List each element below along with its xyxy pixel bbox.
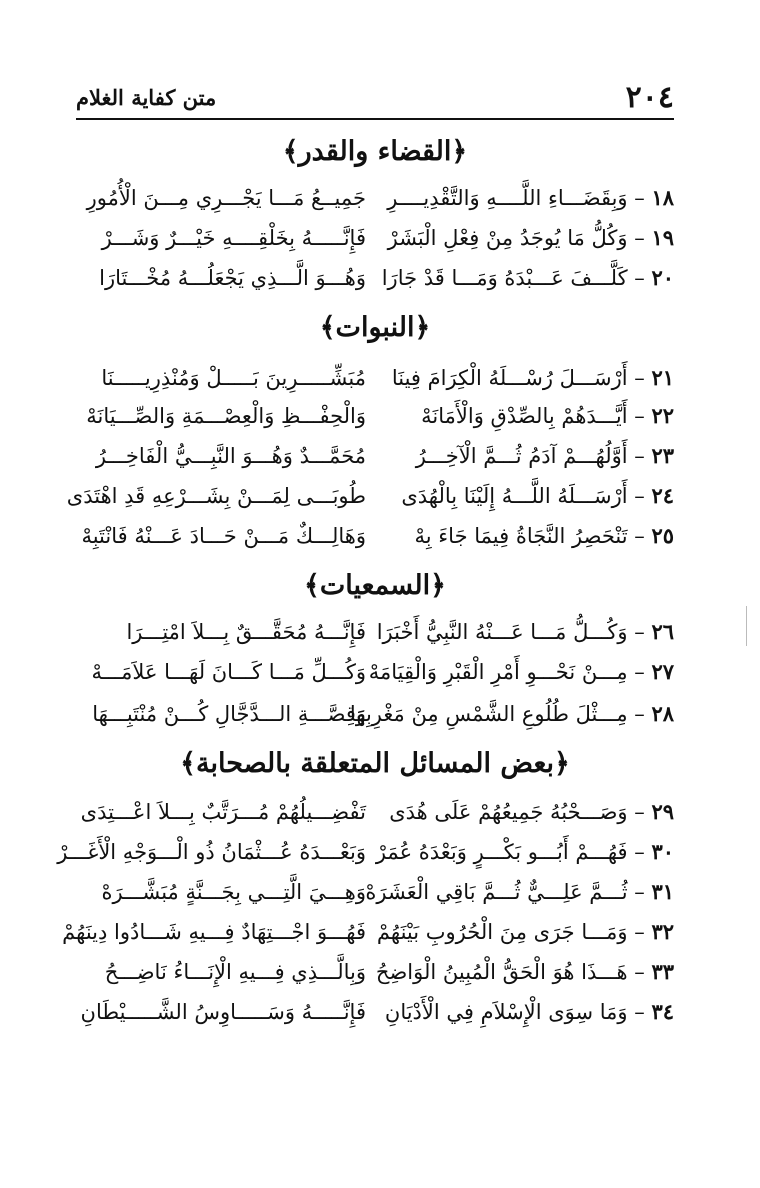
- second-hemistich: وَهُـــوَ الَّـــذِي يَجْعَلُـــهُ مُخْـــتَارَا: [99, 266, 366, 290]
- first-hemistich-text: وَبِقَضَـــاءِ اللَّــــهِ وَالتَّقْدِيــــرِ: [387, 186, 628, 210]
- first-hemistich: ١٩ – وَكُلُّ مَا يُوجَدُ مِنْ فِعْلِ الْبَشَرْ: [387, 225, 674, 250]
- section-heading: ﴿النبوات﴾: [319, 312, 431, 343]
- verse-line: [76, 694, 674, 734]
- second-hemistich: طُوبَـــى لِمَـــنْ بِشَـــرْعِهِ قَدِ اهْتَدَى: [66, 484, 366, 508]
- first-hemistich-text: مِـــثْلَ طُلُوعِ الشَّمْسِ مِنْ مَغْرِبِهَا: [349, 702, 628, 726]
- verse-number: ٢٩: [651, 799, 674, 824]
- first-hemistich-text: كَلَّـــفَ عَـــبْدَهُ وَمَـــا قَدْ جَارَا: [381, 266, 628, 290]
- first-hemistich-text: وَكُـــلُّ مَـــا عَـــنْهُ النَّبِيُّ أَخْبَرَا: [376, 620, 628, 644]
- second-hemistich: وَهَالِـــكٌ مَـــنْ حَـــادَ عَـــنْهُ فَانْتَبِهْ: [81, 524, 366, 548]
- verse-line: [76, 258, 674, 298]
- page-header: [76, 78, 674, 118]
- first-hemistich: ٢٢ – أَيَّـــدَهُمْ بِالصِّدْقِ وَالْأَمَانَهْ: [421, 403, 674, 428]
- verse-line: [76, 436, 674, 476]
- second-hemistich: فَإِنَّـــــهُ بِخَلْقِــــهِ خَيْـــرٌ وَشَـــرْ: [101, 226, 366, 250]
- verse-number: ٢٨: [651, 701, 674, 726]
- verse-number: ٢٦: [651, 619, 674, 644]
- verse-line: [76, 218, 674, 258]
- verse-number: ٣٣: [651, 959, 674, 984]
- verse-line: [76, 952, 674, 992]
- first-hemistich: ٣٣ – هَـــذَا هُوَ الْحَقُّ الْمُبِينُ الْوَاضِحُ: [375, 959, 674, 984]
- first-hemistich: ٢٦ – وَكُـــلُّ مَـــا عَـــنْهُ النَّبِيُّ أَخْبَرَا: [376, 619, 674, 644]
- first-hemistich-text: أَرْسَـــلَهُ اللَّـــهُ إِلَيْنَا بِالْهُدَى: [401, 484, 628, 508]
- section-heading: ﴿بعض المسائل المتعلقة بالصحابة﴾: [180, 748, 570, 779]
- verse-line: [76, 652, 674, 692]
- verse-number: ١٨: [651, 185, 674, 210]
- verse-number: ٢١: [651, 365, 674, 390]
- first-hemistich: ٢٩ – وَصَـــحْبُهُ جَمِيعُهُمْ عَلَى هُدَى: [389, 799, 674, 824]
- second-hemistich: فَإِنَّـــهُ مُحَقَّـــقٌ بِـــلاَ امْتِـــرَا: [126, 620, 366, 644]
- header-rule: [76, 118, 674, 120]
- second-hemistich: تَفْضِـــيلُهُمْ مُـــرَتَّبٌ بِـــلاَ اعْـــتِدَى: [80, 800, 366, 824]
- verse-number: ٣٤: [651, 999, 674, 1024]
- second-hemistich: وَقِصَّـــةِ الـــدَّجَّالِ كُـــنْ مُنْتَبِـــهَا: [92, 702, 366, 726]
- second-hemistich: فَهُـــوَ اجْـــتِهَادٌ فِـــيهِ شَـــادُوا دِينَهُمْ: [62, 920, 366, 944]
- verse-line: [76, 992, 674, 1032]
- verse-number: ٢٢: [651, 403, 674, 428]
- verse-number: ٢٧: [651, 659, 674, 684]
- page-edge-mark: [746, 606, 747, 646]
- verse-line: [76, 516, 674, 556]
- verse-number: ٢٣: [651, 443, 674, 468]
- verse-number: ٣٠: [651, 839, 674, 864]
- first-hemistich-text: أَيَّـــدَهُمْ بِالصِّدْقِ وَالْأَمَانَهْ: [421, 404, 628, 428]
- verse-number: ٢٤: [651, 483, 674, 508]
- first-hemistich: ٢٥ – تَنْحَصِرُ النَّجَاةُ فِيمَا جَاءَ بِهْ: [414, 523, 674, 548]
- first-hemistich: ٢٤ – أَرْسَـــلَهُ اللَّـــهُ إِلَيْنَا بِالْهُدَى: [401, 483, 674, 508]
- second-hemistich: وَالْحِفْـــظِ وَالْعِصْـــمَةِ وَالصِّـــيَانَهْ: [86, 404, 366, 428]
- second-hemistich: وَهِـــيَ الَّتِـــي بِجَـــنَّةٍ مُبَشَّـــرَهْ: [101, 880, 366, 904]
- first-hemistich: ٣١ – ثُـــمَّ عَلِـــيٌّ ثُـــمَّ بَاقِي الْعَشَرَهْ: [365, 879, 674, 904]
- first-hemistich: ٣٢ – وَمَـــا جَرَى مِنَ الْحُرُوبِ بَيْنَهُمْ: [376, 919, 674, 944]
- second-hemistich: مُحَمَّـــدٌ وَهُـــوَ النَّبِـــيُّ الْفَاخِـــرُ: [95, 444, 366, 468]
- verse-line: [62, 912, 674, 952]
- first-hemistich-text: هَـــذَا هُوَ الْحَقُّ الْمُبِينُ الْوَاضِحُ: [375, 960, 628, 984]
- verse-line: [76, 396, 674, 436]
- verse-number: ٣٢: [651, 919, 674, 944]
- first-hemistich-text: تَنْحَصِرُ النَّجَاةُ فِيمَا جَاءَ بِهْ: [414, 524, 628, 548]
- first-hemistich: ٢٠ – كَلَّـــفَ عَـــبْدَهُ وَمَـــا قَدْ جَارَا: [381, 265, 674, 290]
- first-hemistich: ٣٠ – فَهُـــمْ أَبُـــو بَكْـــرٍ وَبَعْدَهُ عُمَرْ: [375, 839, 674, 864]
- first-hemistich: ٢٧ – مِـــنْ نَحْـــوِ أَمْرِ الْقَبْرِ وَالْقِيَامَهْ: [368, 659, 674, 684]
- verse-line: [76, 178, 674, 218]
- first-hemistich: ١٨ – وَبِقَضَـــاءِ اللَّــــهِ وَالتَّقْدِيــــرِ: [387, 185, 674, 210]
- page-number: ٢٠٤: [625, 80, 674, 115]
- first-hemistich-text: وَصَـــحْبُهُ جَمِيعُهُمْ عَلَى هُدَى: [389, 800, 628, 824]
- book-title: متن كفاية الغلام: [76, 85, 217, 110]
- first-hemistich: ٣٤ – وَمَا سِوَى الْإِسْلاَمِ فِي الْأَدْيَانِ: [384, 999, 674, 1024]
- verse-line: [66, 476, 674, 516]
- second-hemistich: وَبِالَّـــذِي فِـــيهِ الْإِنَـــاءُ نَاضِـــحُ: [104, 960, 366, 984]
- first-hemistich-text: وَمَا سِوَى الْإِسْلاَمِ فِي الْأَدْيَانِ: [384, 1000, 628, 1024]
- verse-line: [76, 358, 674, 398]
- second-hemistich: وَبَعْـــدَهُ عُـــثْمَانُ ذُو الْـــوَجْهِ الْأَغَـــرْ: [57, 840, 366, 864]
- first-hemistich-text: وَمَـــا جَرَى مِنَ الْحُرُوبِ بَيْنَهُمْ: [376, 920, 628, 944]
- second-hemistich: جَمِيــعُ مَـــا يَجْـــرِي مِـــنَ الْأُمُورِ: [86, 186, 366, 210]
- first-hemistich: ٢٣ – أَوَّلُهُـــمْ آدَمُ ثُـــمَّ الْآخِـــرُ: [415, 443, 674, 468]
- verse-number: ٢٠: [651, 265, 674, 290]
- first-hemistich: ٢١ – أَرْسَـــلَ رُسْـــلَهُ الْكِرَامَ فِينَا: [391, 365, 674, 390]
- verse-line: [76, 872, 674, 912]
- verse-number: ١٩: [651, 225, 674, 250]
- verse-line: [76, 612, 674, 652]
- first-hemistich-text: وَكُلُّ مَا يُوجَدُ مِنْ فِعْلِ الْبَشَرْ: [387, 226, 628, 250]
- verse-number: ٢٥: [651, 523, 674, 548]
- verse-line: [76, 792, 674, 832]
- section-heading: ﴿القضاء والقدر﴾: [282, 136, 468, 167]
- verse-number: ٣١: [651, 879, 674, 904]
- first-hemistich-text: مِـــنْ نَحْـــوِ أَمْرِ الْقَبْرِ وَالْقِيَامَهْ: [368, 660, 628, 684]
- first-hemistich-text: فَهُـــمْ أَبُـــو بَكْـــرٍ وَبَعْدَهُ عُمَرْ: [375, 840, 628, 864]
- second-hemistich: مُبَشِّـــــرِينَ بَـــــلْ وَمُنْذِرِيـــــنَا: [101, 366, 366, 390]
- verse-line: [57, 832, 674, 872]
- second-hemistich: وَكُـــلِّ مَـــا كَـــانَ لَهَـــا عَلاَمَـــهْ: [91, 660, 366, 684]
- first-hemistich: ٢٨ – مِـــثْلَ طُلُوعِ الشَّمْسِ مِنْ مَغْرِبِهَا: [349, 701, 674, 726]
- first-hemistich-text: أَوَّلُهُـــمْ آدَمُ ثُـــمَّ الْآخِـــرُ: [415, 444, 628, 468]
- first-hemistich-text: ثُـــمَّ عَلِـــيٌّ ثُـــمَّ بَاقِي الْعَشَرَهْ: [365, 880, 628, 904]
- first-hemistich-text: أَرْسَـــلَ رُسْـــلَهُ الْكِرَامَ فِينَا: [391, 366, 628, 390]
- second-hemistich: فَإِنَّـــــهُ وَسَـــــاوِسُ الشَّـــــيْطَانِ: [80, 1000, 366, 1024]
- section-heading: ﴿السمعيات﴾: [304, 570, 446, 601]
